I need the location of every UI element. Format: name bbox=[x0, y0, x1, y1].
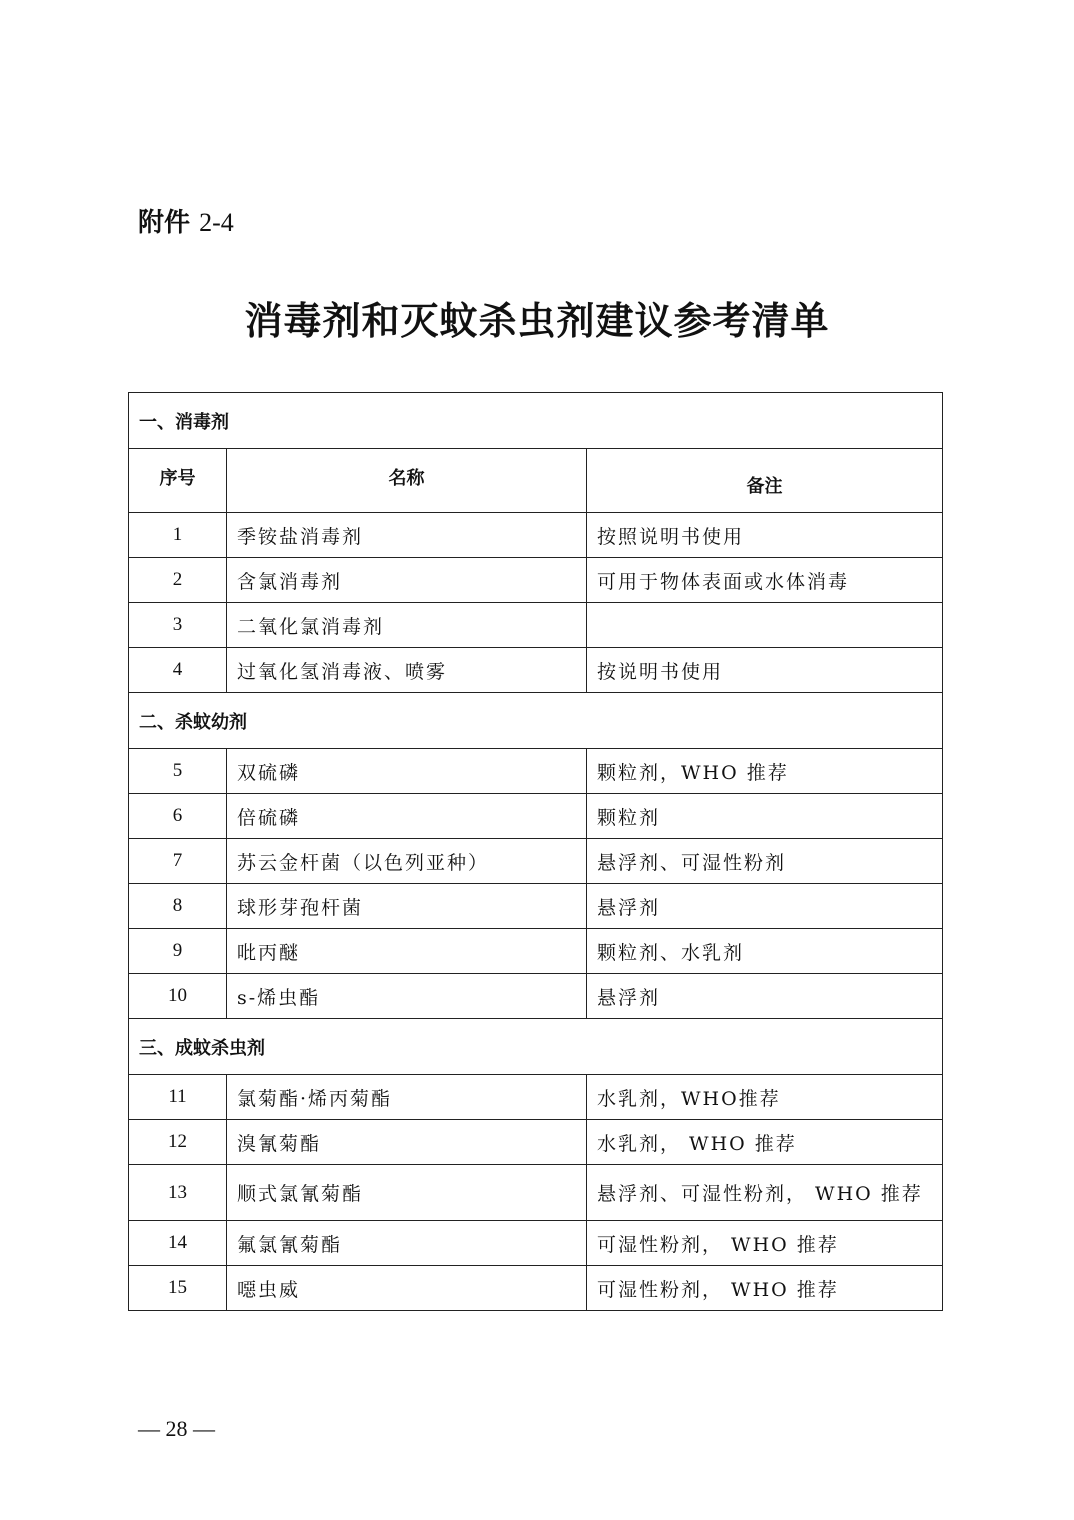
row-remark: 可湿性粉剂， WHO 推荐 bbox=[587, 1221, 943, 1266]
row-name: 噁虫威 bbox=[227, 1266, 587, 1311]
row-no: 3 bbox=[129, 603, 227, 648]
attachment-label bbox=[138, 202, 234, 239]
row-name: 苏云金杆菌（以色列亚种） bbox=[227, 839, 587, 884]
table-row bbox=[129, 839, 943, 884]
row-remark bbox=[587, 603, 943, 648]
section-adulticides bbox=[129, 1019, 943, 1075]
row-remark: 颗粒剂 bbox=[587, 794, 943, 839]
section-title: 三、成蚊杀虫剂 bbox=[129, 1019, 943, 1075]
row-remark: 按照说明书使用 bbox=[587, 513, 943, 558]
row-no: 7 bbox=[129, 839, 227, 884]
row-remark: 悬浮剂、可湿性粉剂， WHO 推荐 bbox=[587, 1165, 943, 1221]
row-no: 1 bbox=[129, 513, 227, 558]
table-row bbox=[129, 1266, 943, 1311]
table-header bbox=[129, 449, 943, 513]
table-row bbox=[129, 558, 943, 603]
reference-table bbox=[128, 392, 943, 1311]
row-no: 2 bbox=[129, 558, 227, 603]
page-number: — 28 — bbox=[138, 1416, 215, 1441]
row-no: 6 bbox=[129, 794, 227, 839]
table-row bbox=[129, 513, 943, 558]
table-row bbox=[129, 1120, 943, 1165]
table-row bbox=[129, 884, 943, 929]
row-name: s-烯虫酯 bbox=[227, 974, 587, 1019]
row-no: 5 bbox=[129, 749, 227, 794]
row-no: 11 bbox=[129, 1075, 227, 1120]
header-remark: 备注 bbox=[587, 449, 943, 513]
row-no: 10 bbox=[129, 974, 227, 1019]
table-row bbox=[129, 974, 943, 1019]
row-no: 13 bbox=[129, 1165, 227, 1221]
table-row bbox=[129, 603, 943, 648]
row-name: 溴氰菊酯 bbox=[227, 1120, 587, 1165]
row-name: 倍硫磷 bbox=[227, 794, 587, 839]
table-row bbox=[129, 794, 943, 839]
row-remark: 悬浮剂、可湿性粉剂 bbox=[587, 839, 943, 884]
row-no: 9 bbox=[129, 929, 227, 974]
table-row bbox=[129, 648, 943, 693]
row-name: 季铵盐消毒剂 bbox=[227, 513, 587, 558]
section-disinfectants bbox=[129, 393, 943, 449]
header-name: 名称 bbox=[227, 449, 587, 513]
row-remark: 可用于物体表面或水体消毒 bbox=[587, 558, 943, 603]
table-row bbox=[129, 1075, 943, 1120]
row-name: 含氯消毒剂 bbox=[227, 558, 587, 603]
row-name: 氟氯氰菊酯 bbox=[227, 1221, 587, 1266]
attachment-number: 2-4 bbox=[199, 208, 234, 237]
page-title: 消毒剂和灭蚊杀虫剂建议参考清单 bbox=[244, 298, 830, 343]
row-no: 8 bbox=[129, 884, 227, 929]
row-remark: 悬浮剂 bbox=[587, 884, 943, 929]
row-name: 顺式氯氰菊酯 bbox=[227, 1165, 587, 1221]
row-remark: 水乳剂， WHO 推荐 bbox=[587, 1120, 943, 1165]
row-no: 4 bbox=[129, 648, 227, 693]
row-name: 氯菊酯·烯丙菊酯 bbox=[227, 1075, 587, 1120]
row-remark: 可湿性粉剂， WHO 推荐 bbox=[587, 1266, 943, 1311]
row-remark: 按说明书使用 bbox=[587, 648, 943, 693]
table-row bbox=[129, 1165, 943, 1221]
row-remark: 水乳剂，WHO推荐 bbox=[587, 1075, 943, 1120]
header-no: 序号 bbox=[129, 449, 227, 513]
section-title: 一、消毒剂 bbox=[129, 393, 943, 449]
row-name: 球形芽孢杆菌 bbox=[227, 884, 587, 929]
row-remark: 颗粒剂，WHO 推荐 bbox=[587, 749, 943, 794]
section-title: 二、杀蚊幼剂 bbox=[129, 693, 943, 749]
row-no: 14 bbox=[129, 1221, 227, 1266]
row-remark: 悬浮剂 bbox=[587, 974, 943, 1019]
row-no: 15 bbox=[129, 1266, 227, 1311]
attachment-label-text: 附件 bbox=[138, 208, 191, 238]
table-row bbox=[129, 749, 943, 794]
row-no: 12 bbox=[129, 1120, 227, 1165]
row-name: 二氧化氯消毒剂 bbox=[227, 603, 587, 648]
row-remark: 颗粒剂、水乳剂 bbox=[587, 929, 943, 974]
row-name: 过氧化氢消毒液、喷雾 bbox=[227, 648, 587, 693]
table-row bbox=[129, 1221, 943, 1266]
row-name: 吡丙醚 bbox=[227, 929, 587, 974]
table-row bbox=[129, 929, 943, 974]
section-larvicides bbox=[129, 693, 943, 749]
row-name: 双硫磷 bbox=[227, 749, 587, 794]
